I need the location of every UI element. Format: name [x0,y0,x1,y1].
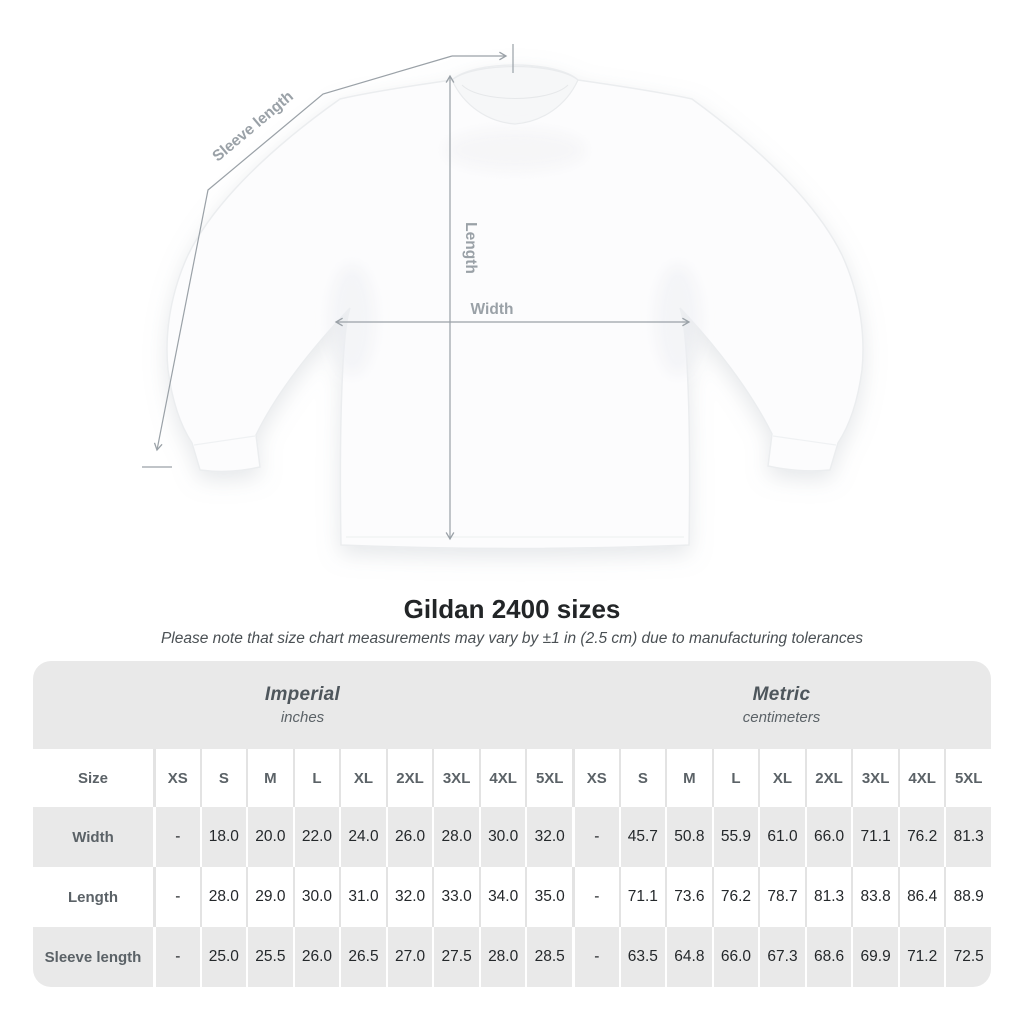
metric-value-cell: 64.8 [665,927,712,987]
metric-value-cell: 78.7 [758,867,805,927]
imperial-size-header: M [246,749,293,807]
imperial-size-header: XL [339,749,386,807]
imperial-value-cell: 34.0 [479,867,526,927]
imperial-value-cell: 22.0 [293,807,340,867]
imperial-value-cell: 29.0 [246,867,293,927]
row-label: Length [68,888,118,906]
imperial-size-header: 2XL [386,749,433,807]
metric-value-cell: - [572,927,619,987]
metric-size-header: L [712,749,759,807]
imperial-value-cell: 26.0 [293,927,340,987]
imperial-size-header: XS [153,749,200,807]
metric-size-header: XL [758,749,805,807]
imperial-size-header: L [293,749,340,807]
imperial-value-cell: 25.0 [200,927,247,987]
imperial-value-cell: 30.0 [293,867,340,927]
metric-value-cell: 71.1 [619,867,666,927]
size-table [33,661,991,987]
metric-value-cell: 45.7 [619,807,666,867]
imperial-band [33,661,572,749]
imperial-value-cell: 33.0 [432,867,479,927]
imperial-value-cell: 32.0 [386,867,433,927]
metric-value-cell: 69.9 [851,927,898,987]
imperial-value-cell: 18.0 [200,807,247,867]
imperial-label: Imperial [264,684,341,705]
metric-value-cell: 63.5 [619,927,666,987]
metric-value-cell: 50.8 [665,807,712,867]
imperial-value-cell: 28.5 [525,927,572,987]
imperial-size-header: 3XL [432,749,479,807]
metric-size-header: 2XL [805,749,852,807]
metric-band [572,661,991,749]
imperial-value-cell: 32.0 [525,807,572,867]
imperial-value-cell: 28.0 [200,867,247,927]
metric-label: Metric [752,684,811,705]
metric-size-header: 5XL [944,749,991,807]
metric-value-cell: 72.5 [944,927,991,987]
metric-value-cell: 61.0 [758,807,805,867]
metric-size-header: XS [572,749,619,807]
metric-sublabel: centimeters [742,709,821,726]
imperial-value-cell: 26.0 [386,807,433,867]
imperial-value-cell: - [153,927,200,987]
row-label: Sleeve length [33,927,153,987]
metric-value-cell: 83.8 [851,867,898,927]
imperial-value-cell: 31.0 [339,867,386,927]
page-title: Gildan 2400 sizes [403,594,621,624]
metric-value-cell: - [572,867,619,927]
imperial-value-cell: 27.5 [432,927,479,987]
metric-size-header: 4XL [898,749,945,807]
metric-value-cell: 73.6 [665,867,712,927]
imperial-value-cell: - [153,807,200,867]
metric-value-cell: 68.6 [805,927,852,987]
imperial-value-cell: 24.0 [339,807,386,867]
metric-size-header: S [619,749,666,807]
imperial-value-cell: 35.0 [525,867,572,927]
imperial-value-cell: 26.5 [339,927,386,987]
imperial-value-cell: 28.0 [432,807,479,867]
metric-value-cell: 66.0 [805,807,852,867]
imperial-value-cell: 20.0 [246,807,293,867]
imperial-size-header: 4XL [479,749,526,807]
imperial-sublabel: inches [280,709,325,726]
tolerance-note: Please note that size chart measurements may vary by ±1 in (2.5 cm) due to manufacturing tolerances [160,630,864,647]
metric-size-header: M [665,749,712,807]
metric-value-cell: 55.9 [712,807,759,867]
width-label: Width [470,301,514,318]
imperial-value-cell: 30.0 [479,807,526,867]
metric-value-cell: 71.1 [851,807,898,867]
metric-value-cell: 66.0 [712,927,759,987]
imperial-value-cell: 25.5 [246,927,293,987]
row-label: Width [33,807,153,867]
metric-value-cell: - [572,807,619,867]
metric-value-cell: 67.3 [758,927,805,987]
imperial-size-header: S [200,749,247,807]
metric-value-cell: 88.9 [944,867,991,927]
metric-value-cell: 81.3 [944,807,991,867]
sleeve-length-label: Sleeve length [209,87,297,166]
size-header: Size [77,769,108,787]
imperial-value-cell: - [153,867,200,927]
imperial-size-header: 5XL [525,749,572,807]
metric-size-header: 3XL [851,749,898,807]
metric-value-cell: 86.4 [898,867,945,927]
metric-value-cell: 76.2 [712,867,759,927]
imperial-value-cell: 27.0 [386,927,433,987]
imperial-value-cell: 28.0 [479,927,526,987]
metric-value-cell: 71.2 [898,927,945,987]
metric-value-cell: 76.2 [898,807,945,867]
length-label: Length [462,222,479,274]
metric-value-cell: 81.3 [805,867,852,927]
